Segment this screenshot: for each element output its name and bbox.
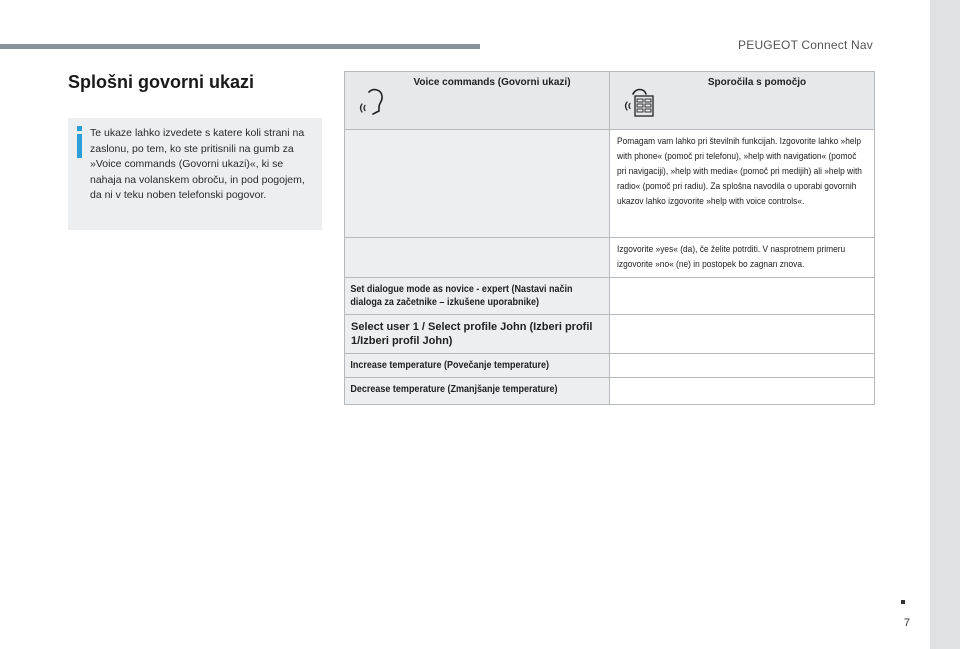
command-cell: Decrease temperature (Zmanjšanje temperature)	[345, 378, 610, 405]
command-cell	[345, 238, 610, 278]
response-cell	[610, 278, 875, 315]
voice-command-icon	[359, 86, 389, 118]
table-row	[345, 378, 875, 405]
info-icon	[76, 126, 82, 160]
response-cell	[610, 354, 875, 378]
header-responses	[610, 72, 875, 130]
header-commands	[345, 72, 610, 130]
voice-help-message-icon	[624, 86, 654, 118]
info-box	[68, 118, 322, 230]
header-commands-label: Voice commands (Govorni ukazi)	[413, 77, 571, 88]
info-text: Te ukaze lahko izvedete s katere koli strani na zaslonu, po tem, ko ste pritisnili na gumb za »Voice commands (Govorni ukazi)«, ki se nahaja na volanskem obroču, in pod pogojem, da ni v teku noben telefonski pogovor.	[90, 127, 305, 201]
header-responses-label: Sporočila s pomočjo	[707, 77, 807, 88]
command-cell: Increase temperature (Povečanje temperature)	[345, 354, 610, 378]
page-edge-rail	[930, 0, 960, 649]
command-cell	[345, 130, 610, 238]
table-header-row	[345, 72, 875, 130]
table-row	[345, 278, 875, 315]
table-row	[345, 238, 875, 278]
command-cell: Select user 1 / Select profile John (Izberi profil 1/Izberi profil John)	[345, 315, 610, 354]
table-row	[345, 315, 875, 354]
header-rule	[0, 44, 480, 49]
response-cell	[610, 378, 875, 405]
table-row	[345, 130, 875, 238]
command-cell: Set dialogue mode as novice - expert (Nastavi način dialoga za začetnike – izkušene uporabnike)	[345, 278, 610, 315]
response-cell: Pomagam vam lahko pri številnih funkcijah. Izgovorite lahko »help with phone« (pomoč pri telefonu), »help with navigation« (pomoč pri navigaciji), »help with media« (pomoč pri medijih) ali »help with radio« (pomoč pri radiu). Za splošna navodila o uporabi govornih ukazov lahko izgovorite »help with voice controls«.	[610, 130, 875, 238]
response-cell: Izgovorite »yes« (da), če želite potrditi. V nasprotnem primeru izgovorite »no« (ne) in postopek bo zagnan znova.	[610, 238, 875, 278]
response-cell	[610, 315, 875, 354]
table-row	[345, 354, 875, 378]
header-brand: PEUGEOT Connect Nav	[738, 38, 873, 52]
page-number: 7	[903, 617, 910, 629]
section-title: Splošni govorni ukazi	[68, 72, 255, 92]
voice-commands-table	[344, 71, 875, 405]
page-marker	[901, 600, 905, 604]
